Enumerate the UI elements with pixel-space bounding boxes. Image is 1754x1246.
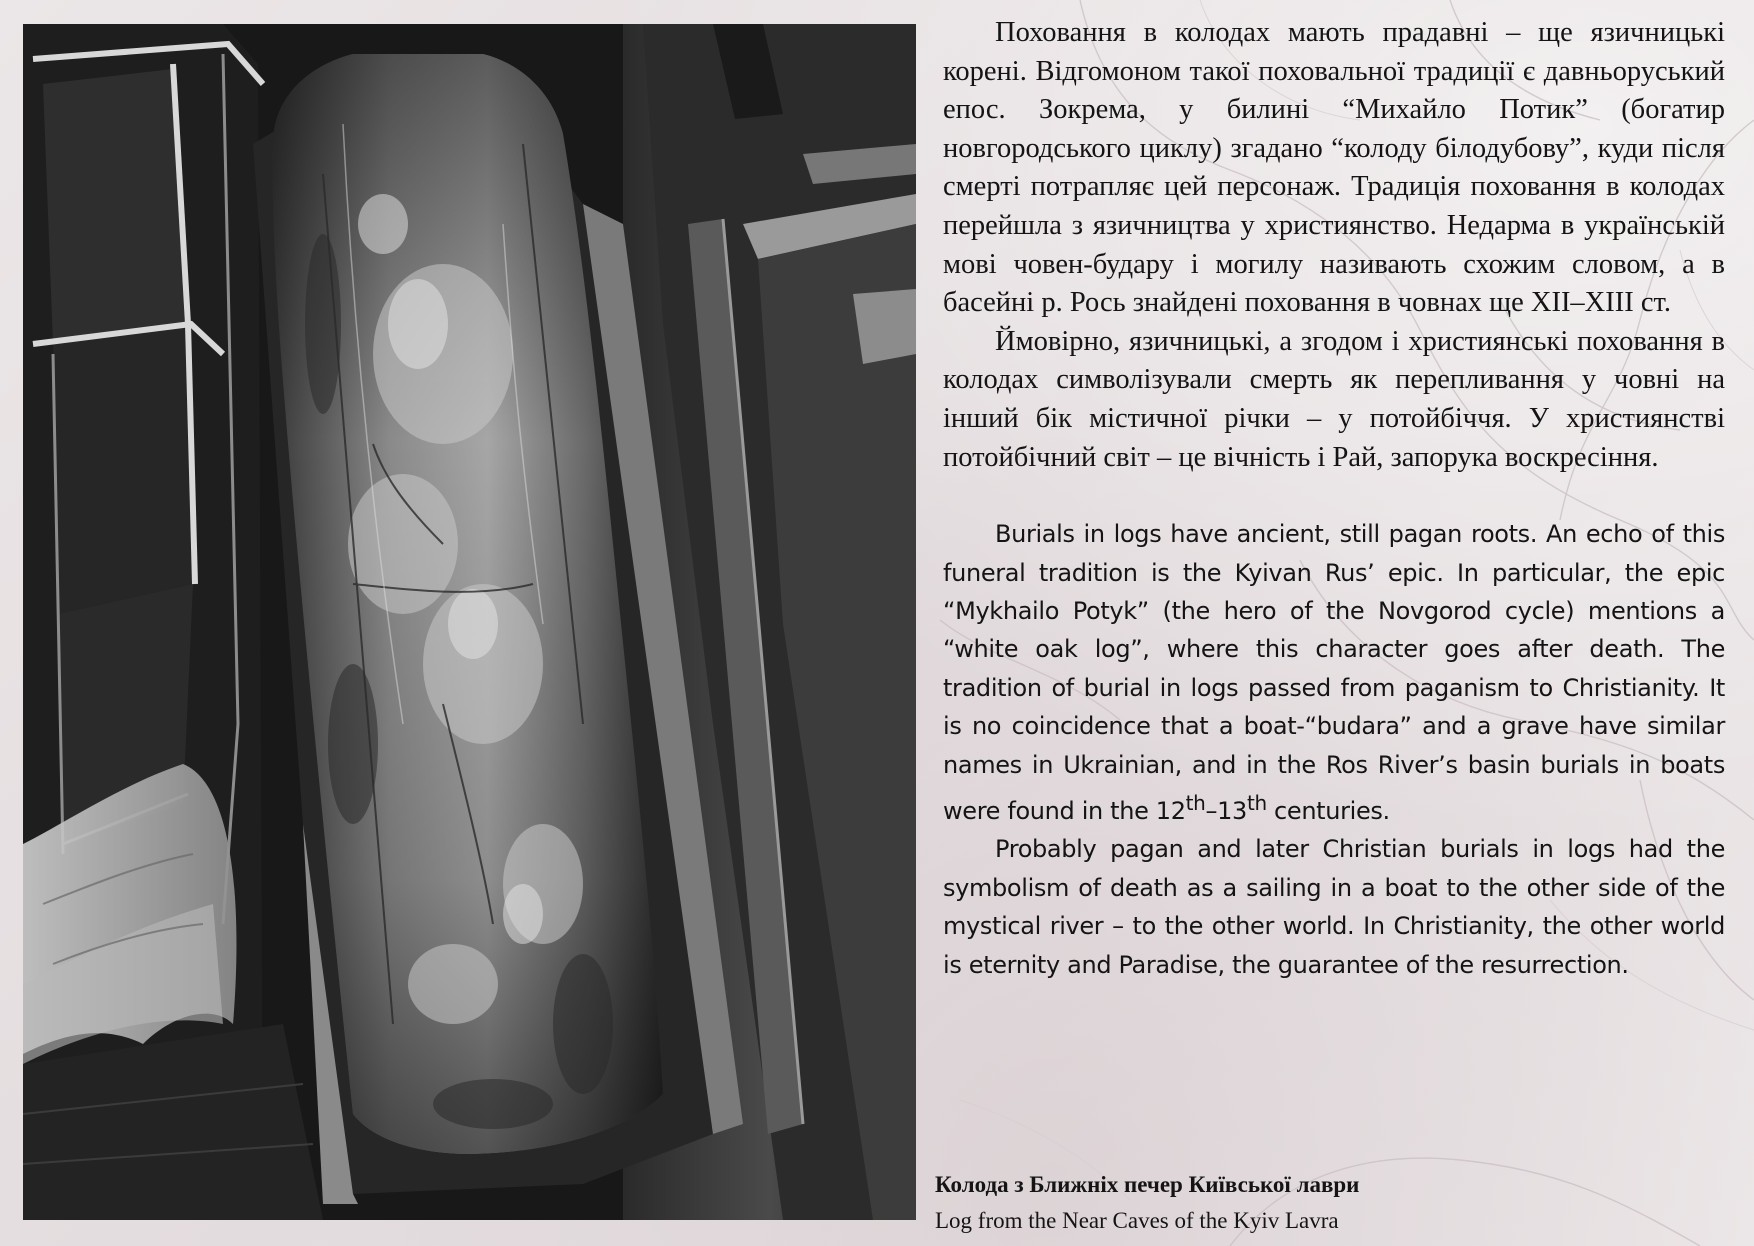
- century-dash: –13: [1205, 796, 1247, 825]
- paragraph-gap: [943, 477, 1725, 515]
- english-paragraph-1-main: Burials in logs have ancient, still pagan roots. An echo of this funeral tradition is the Kyivan Rus’ epic. In particular, the epic “Mykhailo Potyk” (the hero of the Novgorod cycle) mentions a “white oak log”, where this character goes after death. The tradition of burial in logs passed from paganism to Christianity. It is no coincidence that a boat-“budara” and a grave have similar names in Ukrainian, and in the Ros River’s basin burials in boats were found in the 12: [943, 520, 1725, 825]
- log-coffin-photo: [23, 24, 916, 1220]
- photo-captions: [935, 1167, 1735, 1239]
- ukrainian-paragraph-2: Ймовірно, язичницькі, а згодом і християнські поховання в колодах символізували смерть як перепливання у човні на інший бік містичної річки – у потойбіччя. У християнстві потойбічний світ – це вічність і Рай, запорука воскресіння.: [943, 325, 1725, 473]
- caption-english: Log from the Near Caves of the Kyiv Lavra: [935, 1208, 1339, 1233]
- english-paragraph-2: Probably pagan and later Christian burials in logs had the symbolism of death as a sailing in a boat to the other side of the mystical river – to the other world. In Christianity, the other world is eternity and Paradise, the guarantee of the resurrection.: [943, 835, 1725, 979]
- english-paragraph-1: [943, 515, 1725, 830]
- ukrainian-paragraph-1: Поховання в колодах мають прадавні – ще язичницькі корені. Відгомоном такої поховальної традиції є давньоруський епос. Зокрема, у билині “Михайло Потик” (богатир новгородського циклу) згадано “колоду білодубову”, куди після смерті потрапляє цей персонаж. Традиція поховання в колодах перейшла з язичництва у християнство. Недарма в українській мові човен-будару і могилу називають схожим словом, а в басейні р. Рось знайдені поховання в човнах ще XII–XIII ст.: [943, 17, 1725, 319]
- ordinal-suffix-13: th: [1246, 790, 1267, 815]
- english-paragraph-1-end: centuries.: [1266, 796, 1390, 825]
- ordinal-suffix-12: th: [1185, 790, 1206, 815]
- caption-ukrainian: Колода з Ближніх печер Київської лаври: [935, 1172, 1360, 1197]
- text-column: [943, 14, 1725, 984]
